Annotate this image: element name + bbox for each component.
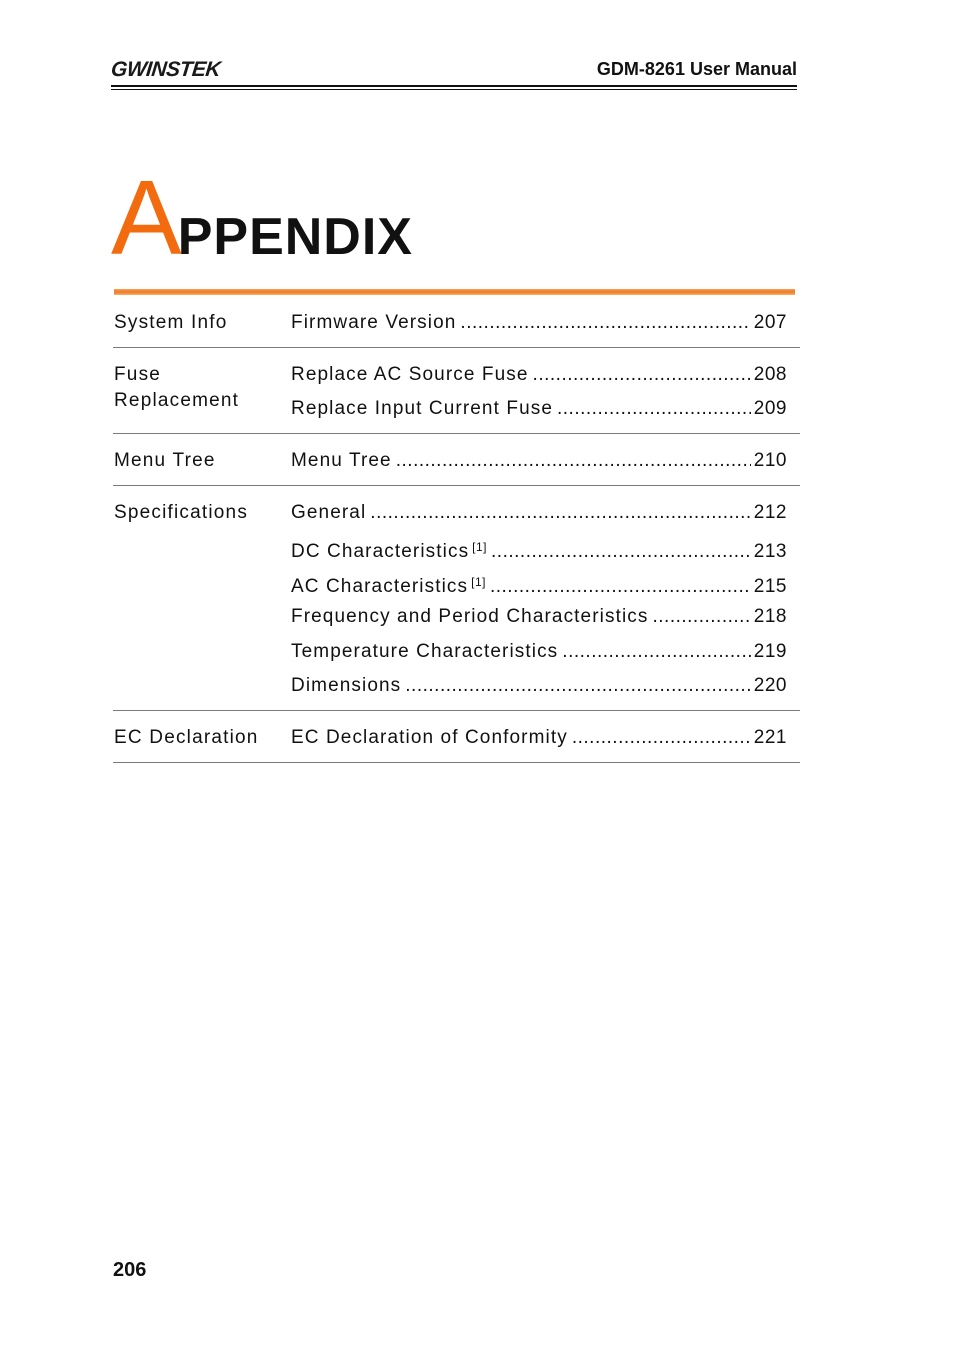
footnote-marker: [1] xyxy=(472,540,488,555)
chapter-divider xyxy=(114,289,795,295)
toc-entry[interactable] xyxy=(291,530,787,565)
toc-page-number[interactable]: 221 xyxy=(753,726,787,748)
toc-entry-title[interactable] xyxy=(291,358,529,392)
toc-page-number[interactable]: 213 xyxy=(753,541,787,563)
toc-section-label: System Info xyxy=(114,312,228,333)
toc-entry-title-text[interactable]: AC Characteristics xyxy=(291,576,469,598)
dot-leader xyxy=(652,600,750,634)
toc-entry[interactable] xyxy=(291,721,787,756)
toc-section-label: Specifications xyxy=(114,501,249,523)
toc-entry[interactable] xyxy=(291,669,787,704)
toc-entry[interactable] xyxy=(291,306,787,341)
manual-title: GDM-8261 User Manual xyxy=(596,59,797,79)
brand-logo: GWINSTEK xyxy=(109,58,222,81)
toc-entry-title-text[interactable]: Frequency and Period Characteristics xyxy=(291,605,649,627)
dot-leader xyxy=(533,358,751,392)
toc-entry-title-text[interactable]: EC Declaration of Conformity xyxy=(291,726,568,748)
toc-page-number[interactable]: 209 xyxy=(753,398,787,420)
toc-entry-title-text[interactable]: Dimensions xyxy=(291,675,402,697)
toc-entry-title[interactable] xyxy=(291,600,648,634)
toc-entry-title[interactable] xyxy=(291,496,366,530)
toc-section xyxy=(113,486,800,711)
toc-entry-title[interactable] xyxy=(291,392,553,426)
toc-entry-title[interactable] xyxy=(291,635,558,669)
dot-leader xyxy=(370,496,751,530)
footnote-marker: [1] xyxy=(471,575,486,590)
toc-entry-title-text[interactable]: Menu Tree xyxy=(291,450,392,472)
toc-section-label: Menu Tree xyxy=(114,450,216,472)
toc-page-number[interactable]: 220 xyxy=(753,675,787,697)
toc-entry-title-text[interactable]: Replace Input Current Fuse xyxy=(291,398,553,420)
toc-entry[interactable] xyxy=(291,635,787,670)
toc-section-label: EC Declaration xyxy=(114,726,259,748)
toc-section xyxy=(113,711,800,763)
toc-entry-title[interactable] xyxy=(291,530,487,569)
dot-leader xyxy=(572,721,751,755)
toc-entry[interactable] xyxy=(291,358,787,393)
dot-leader xyxy=(491,535,751,569)
dot-leader xyxy=(562,635,751,669)
toc-section xyxy=(113,306,800,348)
toc-entry-title-text[interactable]: Replace AC Source Fuse xyxy=(291,363,529,385)
dot-leader xyxy=(396,444,751,478)
toc-page-number[interactable]: 219 xyxy=(753,640,787,662)
toc-section xyxy=(113,348,800,434)
chapter-initial: A xyxy=(111,159,182,277)
toc-page-number[interactable]: 218 xyxy=(753,605,787,627)
chapter-title xyxy=(111,159,413,277)
toc-entry[interactable] xyxy=(291,444,787,479)
toc-page-number[interactable]: 210 xyxy=(753,450,787,472)
table-of-contents xyxy=(113,306,800,763)
toc-entry-title-text[interactable]: Temperature Characteristics xyxy=(291,640,559,662)
dot-leader xyxy=(557,392,751,426)
toc-entry[interactable] xyxy=(291,565,787,600)
page-header xyxy=(111,56,797,90)
toc-entry-title-text[interactable]: Firmware Version xyxy=(291,312,457,333)
dot-leader xyxy=(460,306,750,340)
toc-entry-title[interactable] xyxy=(291,306,456,340)
dot-leader xyxy=(405,669,751,703)
toc-entry-title[interactable] xyxy=(291,444,392,478)
toc-page-number[interactable]: 215 xyxy=(753,576,787,598)
toc-section-label: Fuse Replacement xyxy=(114,363,240,411)
toc-page-number[interactable]: 207 xyxy=(753,312,787,333)
header-divider xyxy=(111,85,797,87)
toc-entry-title-text[interactable]: General xyxy=(291,501,367,523)
toc-entry[interactable] xyxy=(291,600,787,635)
toc-page-number[interactable]: 208 xyxy=(753,363,787,385)
toc-entry[interactable] xyxy=(291,392,787,427)
toc-page-number[interactable]: 212 xyxy=(753,501,787,523)
chapter-title-rest: PPENDIX xyxy=(177,208,413,266)
toc-section xyxy=(113,434,800,486)
toc-entry-title-text[interactable]: DC Characteristics xyxy=(291,541,470,563)
toc-entry-title[interactable] xyxy=(291,669,401,703)
toc-entry-title[interactable] xyxy=(291,721,568,755)
header-divider-thin xyxy=(111,89,797,90)
toc-entry-title[interactable] xyxy=(291,565,486,604)
toc-entry[interactable] xyxy=(291,496,787,531)
page-number: 206 xyxy=(113,1259,147,1281)
